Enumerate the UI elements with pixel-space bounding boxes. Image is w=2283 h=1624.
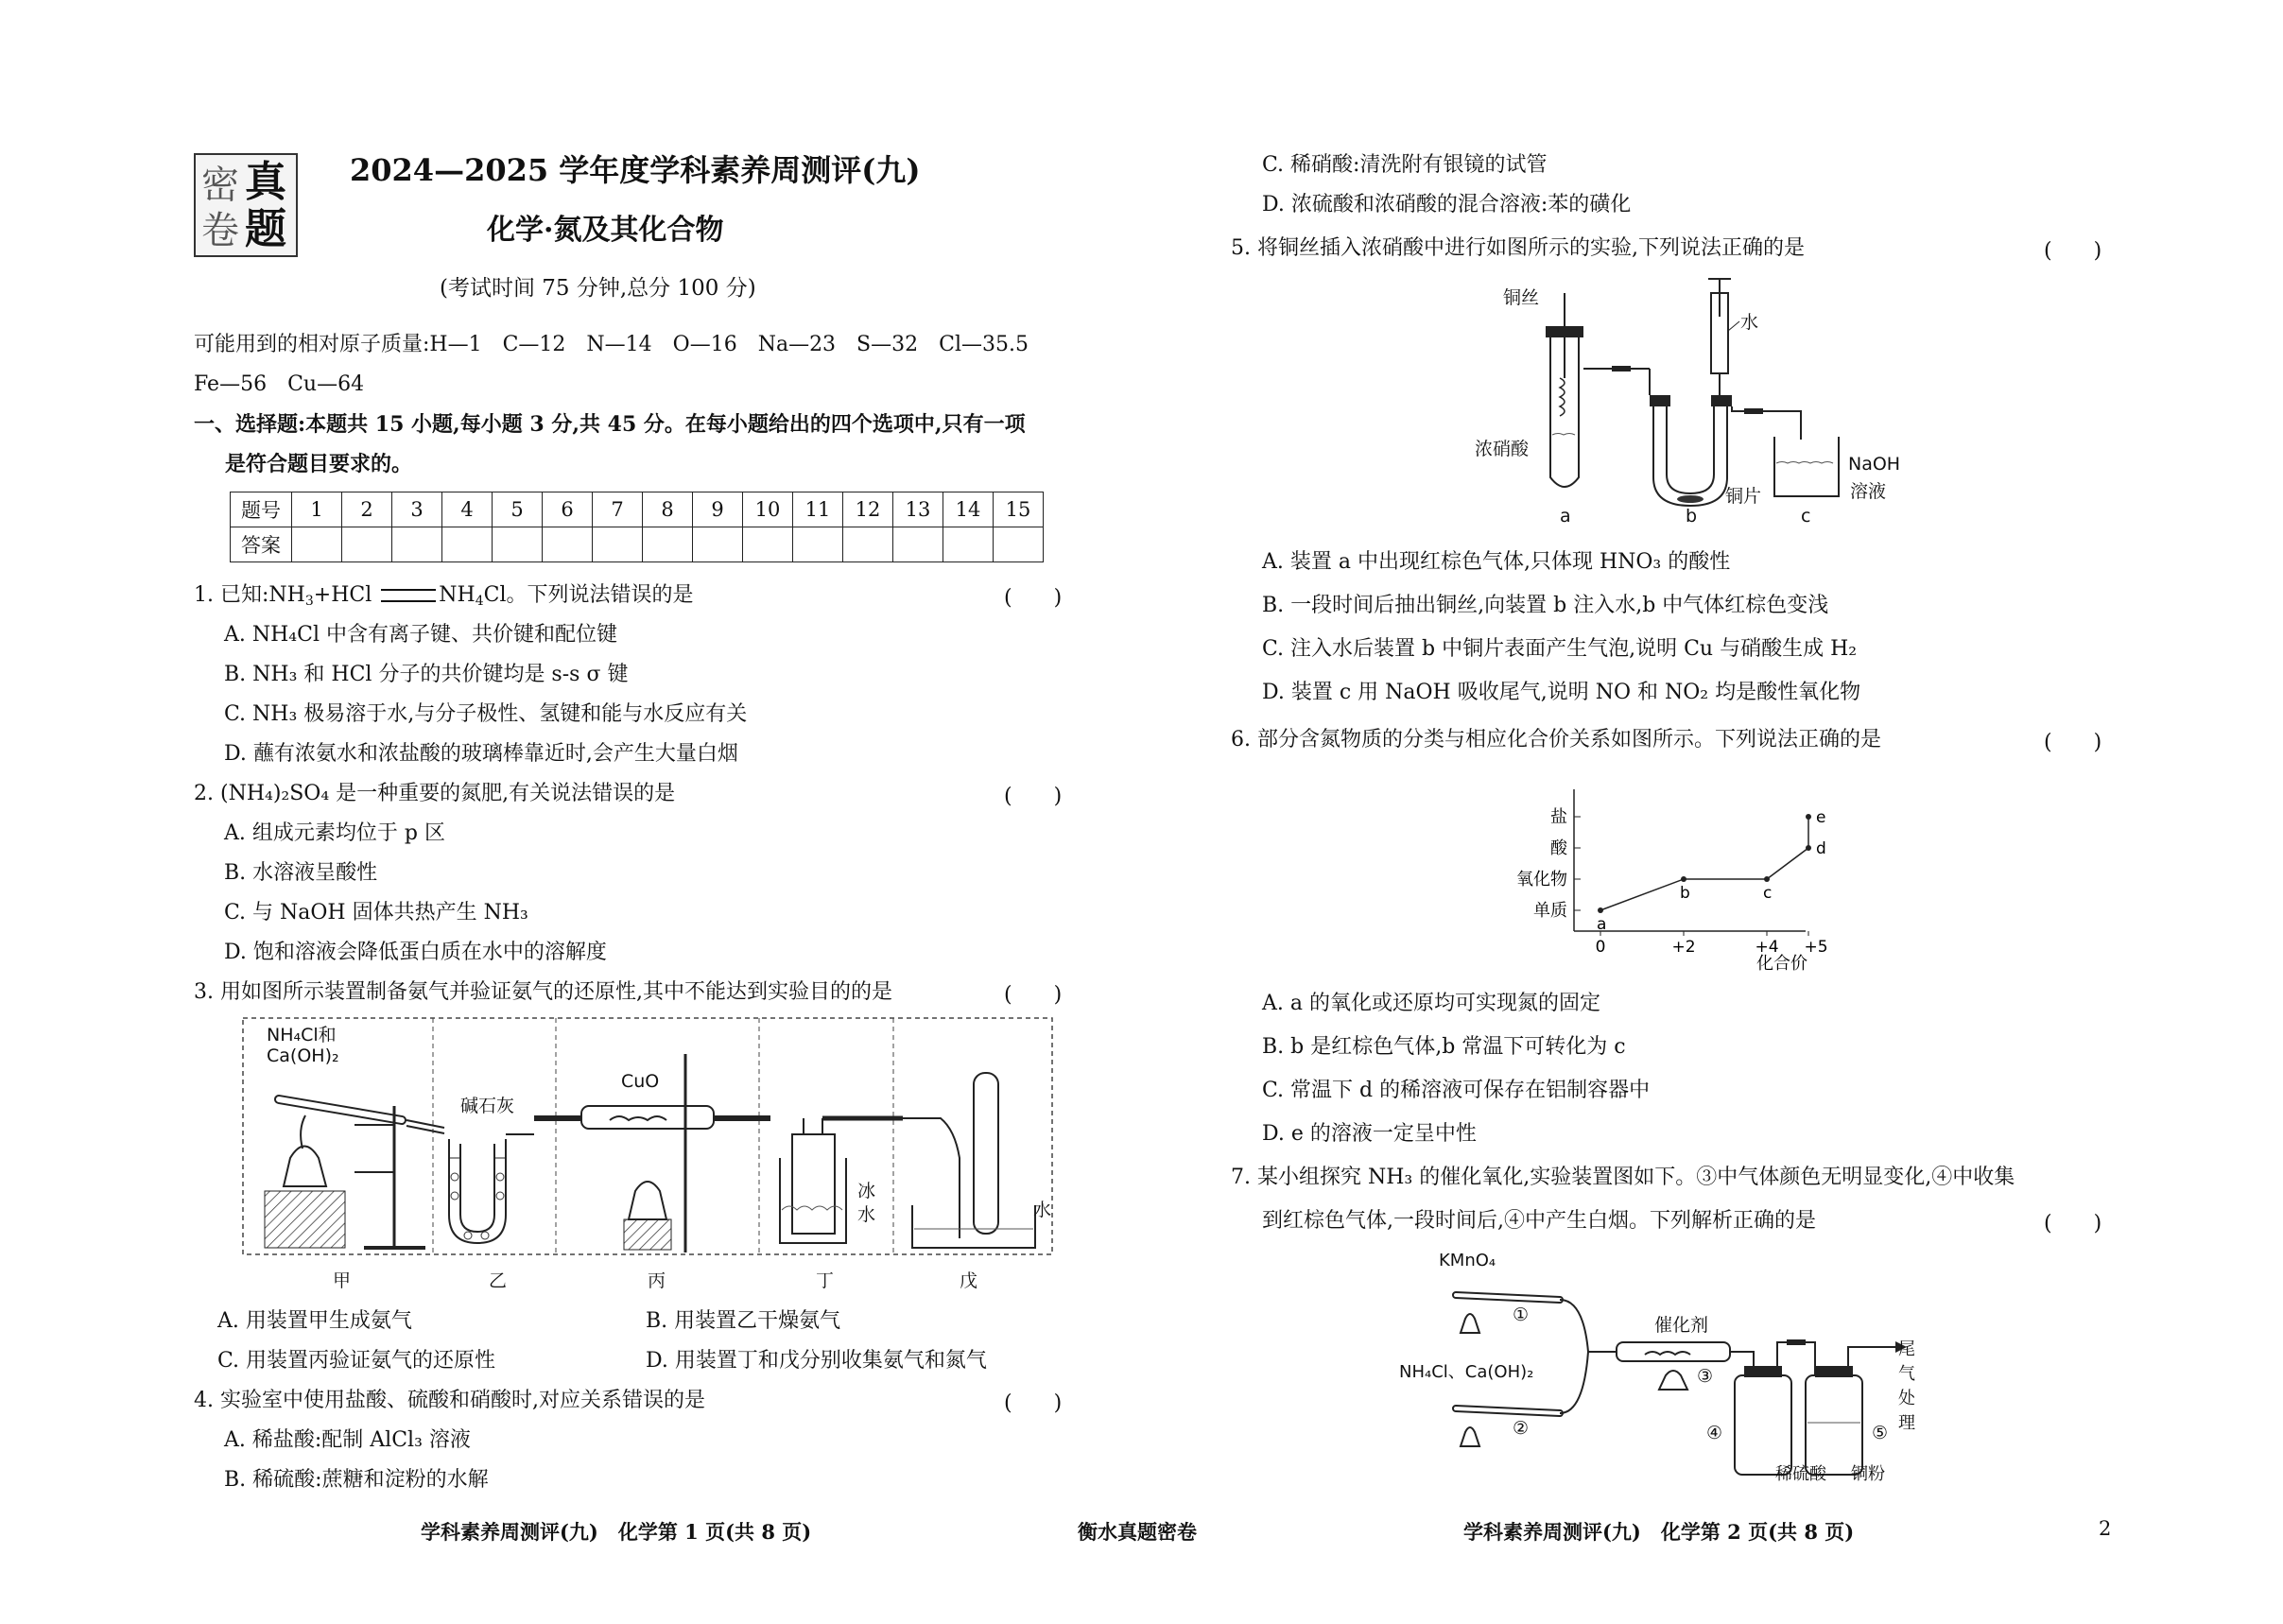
- data-point: [1598, 907, 1603, 913]
- table-cell-number: 8: [643, 492, 693, 527]
- answer-cell[interactable]: [743, 527, 793, 562]
- q3-label-wu: 戊: [960, 1270, 978, 1291]
- answer-cell[interactable]: [392, 527, 442, 562]
- y-tick-label: 盐: [1550, 807, 1567, 827]
- q5-option-c[interactable]: C. 注入水后装置 b 中铜片表面产生气泡,说明 Cu 与硝酸生成 H₂: [1262, 637, 1858, 661]
- section-heading: 一、选择题:本题共 15 小题,每小题 3 分,共 45 分。在每小题给出的四个选项中,只有一项: [194, 412, 1026, 437]
- q5-conc-hno3-label: 浓硝酸: [1475, 439, 1530, 459]
- table-cell-number: 3: [392, 492, 442, 527]
- q3-option-d[interactable]: D. 用装置丁和戊分别收集氨气和氮气: [646, 1349, 987, 1373]
- table-cell-number: 14: [943, 492, 994, 527]
- q7-circle-2: ②: [1513, 1418, 1530, 1439]
- table-cell-number: 6: [543, 492, 593, 527]
- q5-copper-wire-label: 铜丝: [1503, 287, 1540, 308]
- table-cell-number: 2: [342, 492, 392, 527]
- y-tick-label: 氧化物: [1516, 870, 1567, 890]
- table-cell-number: 5: [493, 492, 543, 527]
- table-cell-number: 13: [893, 492, 943, 527]
- data-point-label: b: [1680, 884, 1690, 903]
- logo: [194, 153, 298, 257]
- answer-table: [230, 492, 1044, 562]
- q7-kmno4-label: KMnO₄: [1439, 1251, 1496, 1270]
- question-7-stem-cont: 到红棕色气体,一段时间后,④中产生白烟。下列解析正确的是: [1262, 1209, 1816, 1233]
- q2-option-b[interactable]: B. 水溶液呈酸性: [224, 861, 378, 885]
- q3-water-label: 水: [1033, 1200, 1052, 1220]
- q2-option-a[interactable]: A. 组成元素均位于 p 区: [224, 821, 445, 845]
- logo-char-2: 题: [245, 205, 286, 253]
- q3-cuo-label: CuO: [621, 1071, 660, 1092]
- data-point-label: c: [1763, 884, 1773, 903]
- answer-cell[interactable]: [442, 527, 493, 562]
- answer-cell[interactable]: [342, 527, 392, 562]
- answer-blank[interactable]: ( ): [1004, 586, 1063, 610]
- q5-label-a: a: [1560, 506, 1571, 527]
- q5-option-b[interactable]: B. 一段时间后抽出铜丝,向装置 b 注入水,b 中气体红棕色变浅: [1262, 594, 1829, 617]
- atomic-masses-line2: Fe—56 Cu—64: [194, 372, 365, 396]
- answer-cell[interactable]: [793, 527, 843, 562]
- question-1-stem: 1. 已知$:NH_3+HCl$ $NH_4Cl$。下列说法错误的是: [194, 583, 694, 609]
- q3-apparatus-figure: [241, 1016, 1054, 1300]
- q4-option-a[interactable]: A. 稀盐酸:配制 AlCl₃ 溶液: [224, 1428, 471, 1452]
- q3-ice-water-label: 冰: [857, 1181, 876, 1201]
- y-tick-label: 单质: [1533, 901, 1567, 921]
- q3-label-yi: 乙: [489, 1270, 508, 1291]
- q3-label-jia: 甲: [333, 1270, 352, 1291]
- q3-option-a[interactable]: A. 用装置甲生成氨气: [217, 1309, 412, 1333]
- q5-water-label: 水: [1740, 312, 1759, 333]
- table-cell-number: 12: [843, 492, 893, 527]
- question-5-stem: 5. 将铜丝插入浓硝酸中进行如图所示的实验,下列说法正确的是: [1231, 236, 1805, 260]
- table-cell-number: 9: [693, 492, 743, 527]
- answer-blank[interactable]: ( ): [1004, 1391, 1063, 1415]
- atomic-masses-line1: 可能用到的相对原子质量:H—1 C—12 N—14 O—16 Na—23 S—32 Cl—35.5: [194, 333, 1029, 356]
- table-cell-number: 15: [994, 492, 1044, 527]
- table-cell-number: 1: [292, 492, 342, 527]
- q7-circle-4: ④: [1706, 1423, 1723, 1443]
- q6-option-a[interactable]: A. a 的氧化或还原均可实现氮的固定: [1262, 992, 1600, 1015]
- q3-label-bing: 丙: [648, 1270, 666, 1291]
- page-title: 2024—2025 学年度学科素养周测评(九): [350, 152, 921, 188]
- answer-cell[interactable]: [893, 527, 943, 562]
- answer-table-header-row: [231, 492, 1044, 527]
- answer-cell[interactable]: [693, 527, 743, 562]
- q5-naoh-label: 溶液: [1850, 481, 1887, 502]
- q4-option-d[interactable]: D. 浓硫酸和浓硝酸的混合溶液:苯的磺化: [1262, 193, 1632, 216]
- table-cell-number: 4: [442, 492, 493, 527]
- answer-cell[interactable]: [543, 527, 593, 562]
- q6-option-c[interactable]: C. 常温下 d 的稀溶液可保存在铝制容器中: [1262, 1079, 1651, 1102]
- q3-option-c[interactable]: C. 用装置丙验证氨气的还原性: [217, 1349, 496, 1373]
- q5-option-a[interactable]: A. 装置 a 中出现红棕色气体,只体现 HNO₃ 的酸性: [1262, 550, 1731, 574]
- y-tick-label: 酸: [1550, 838, 1567, 858]
- q3-soda-lime-label: 碱石灰: [460, 1096, 515, 1116]
- answer-cell[interactable]: [493, 527, 543, 562]
- q4-option-c[interactable]: C. 稀硝酸:清洗附有银镜的试管: [1262, 153, 1548, 177]
- q6-chart: [1494, 780, 1853, 978]
- q7-apparatus-figure: [1399, 1243, 1928, 1489]
- table-cell-number: 10: [743, 492, 793, 527]
- answer-blank[interactable]: ( ): [1004, 785, 1063, 808]
- question-4-stem: 4. 实验室中使用盐酸、硫酸和硝酸时,对应关系错误的是: [194, 1389, 705, 1412]
- q3-apparatus-svg: [241, 1016, 1054, 1300]
- q3-option-b[interactable]: B. 用装置乙干燥氨气: [646, 1309, 841, 1333]
- q4-option-b[interactable]: B. 稀硫酸:蔗糖和淀粉的水解: [224, 1468, 489, 1492]
- x-tick-label: +2: [1671, 938, 1696, 957]
- footer-left: 学科素养周测评(九) 化学第 1 页(共 8 页): [421, 1520, 812, 1544]
- q3-reagent-label: NH₄Cl和: [267, 1025, 337, 1045]
- logo-char-3: 密: [201, 164, 239, 207]
- question-2-stem: 2. (NH₄)₂SO₄ 是一种重要的氮肥,有关说法错误的是: [194, 782, 676, 805]
- q7-tail-gas-label: 尾气处理: [1898, 1339, 1915, 1433]
- table-cell-number: 7: [593, 492, 643, 527]
- table-cell-number: 11: [793, 492, 843, 527]
- q1-option-a[interactable]: A. NH₄Cl 中含有离子键、共价键和配位键: [224, 623, 617, 647]
- answer-cell[interactable]: [994, 527, 1044, 562]
- q6-option-b[interactable]: B. b 是红棕色气体,b 常温下可转化为 c: [1262, 1035, 1626, 1059]
- data-point-label: d: [1816, 839, 1826, 858]
- answer-blank[interactable]: ( ): [2044, 1212, 2102, 1235]
- q5-option-d[interactable]: D. 装置 c 用 NaOH 吸收尾气,说明 NO 和 NO₂ 均是酸性氧化物: [1262, 681, 1861, 704]
- data-point: [1764, 876, 1770, 882]
- q6-option-d[interactable]: D. e 的溶液一定呈中性: [1262, 1122, 1477, 1146]
- data-point: [1681, 876, 1686, 882]
- answer-blank[interactable]: ( ): [1004, 983, 1063, 1007]
- q7-dilute-h2so4-label: 稀硫酸: [1775, 1464, 1826, 1484]
- q2-option-c[interactable]: C. 与 NaOH 固体共热产生 NH₃: [224, 901, 528, 924]
- table-label-number: 题号: [231, 492, 292, 527]
- q2-option-d[interactable]: D. 饱和溶液会降低蛋白质在水中的溶解度: [224, 941, 607, 964]
- q7-circle-3: ③: [1697, 1366, 1714, 1387]
- x-tick-label: +5: [1804, 938, 1828, 957]
- q5-apparatus-svg: [1461, 274, 1914, 529]
- q5-apparatus-figure: [1461, 274, 1914, 529]
- answer-blank[interactable]: ( ): [2044, 731, 2102, 754]
- q3-label-ding: 丁: [816, 1270, 835, 1291]
- q3-ice-water-label: 水: [857, 1204, 876, 1225]
- answer-blank[interactable]: ( ): [2044, 239, 2102, 263]
- q7-nh4cl-label: NH₄Cl、Ca(OH)₂: [1399, 1362, 1534, 1382]
- logo-char-4: 卷: [201, 209, 239, 252]
- question-6-stem: 6. 部分含氮物质的分类与相应化合价关系如图所示。下列说法正确的是: [1231, 728, 1881, 752]
- table-label-answer: 答案: [231, 527, 292, 562]
- data-point: [1806, 845, 1811, 851]
- footer-center: 衡水真题密卷: [1078, 1520, 1197, 1544]
- data-point-label: e: [1816, 808, 1826, 827]
- q6-chart-svg: [1494, 780, 1853, 978]
- logo-char-1: 真: [245, 158, 286, 206]
- q5-copper-sheet-label: 铜片: [1725, 486, 1762, 507]
- series-line-segment: [1767, 848, 1808, 879]
- equals-sign: [381, 589, 436, 602]
- q7-cu-powder-label: 铜粉: [1851, 1464, 1885, 1484]
- x-tick-label: +4: [1755, 938, 1779, 957]
- section-heading-cont: 是符合题目要求的。: [225, 452, 413, 476]
- question-3-stem: 3. 用如图所示装置制备氨气并验证氨气的还原性,其中不能达到实验目的的是: [194, 980, 892, 1004]
- answer-table-answer-row: [231, 527, 1044, 562]
- q5-label-b: b: [1686, 506, 1698, 527]
- exam-time: (考试时间 75 分钟,总分 100 分): [440, 276, 756, 301]
- answer-cell[interactable]: [943, 527, 994, 562]
- question-7-stem: 7. 某小组探究 NH₃ 的催化氧化,实验装置图如下。③中气体颜色无明显变化,④中收集: [1231, 1166, 2015, 1189]
- q7-circle-1: ①: [1513, 1304, 1530, 1325]
- x-tick-label: 0: [1595, 938, 1606, 957]
- q7-circle-5: ⑤: [1872, 1423, 1889, 1443]
- data-point: [1806, 814, 1811, 820]
- q1-option-c[interactable]: C. NH₃ 极易溶于水,与分子极性、氢键和能与水反应有关: [224, 702, 748, 726]
- data-point-label: a: [1597, 915, 1607, 934]
- answer-cell[interactable]: [843, 527, 893, 562]
- answer-cell[interactable]: [593, 527, 643, 562]
- q1-option-b[interactable]: B. NH₃ 和 HCl 分子的共价键均是 s-s σ 键: [224, 663, 629, 686]
- q5-naoh-label: NaOH: [1848, 454, 1901, 475]
- page-subtitle: 化学·氮及其化合物: [487, 214, 724, 247]
- answer-cell[interactable]: [643, 527, 693, 562]
- x-axis-title: 化合价: [1756, 954, 1807, 974]
- footer-right: 学科素养周测评(九) 化学第 2 页(共 8 页): [1463, 1520, 1855, 1544]
- q5-label-c: c: [1801, 506, 1811, 527]
- page-number: 2: [2099, 1517, 2112, 1540]
- q7-catalyst-label: 催化剂: [1654, 1315, 1709, 1336]
- q1-option-d[interactable]: D. 蘸有浓氨水和浓盐酸的玻璃棒靠近时,会产生大量白烟: [224, 742, 738, 766]
- series-line-segment: [1600, 879, 1684, 910]
- q3-reagent-label: Ca(OH)₂: [267, 1045, 339, 1066]
- answer-cell[interactable]: [292, 527, 342, 562]
